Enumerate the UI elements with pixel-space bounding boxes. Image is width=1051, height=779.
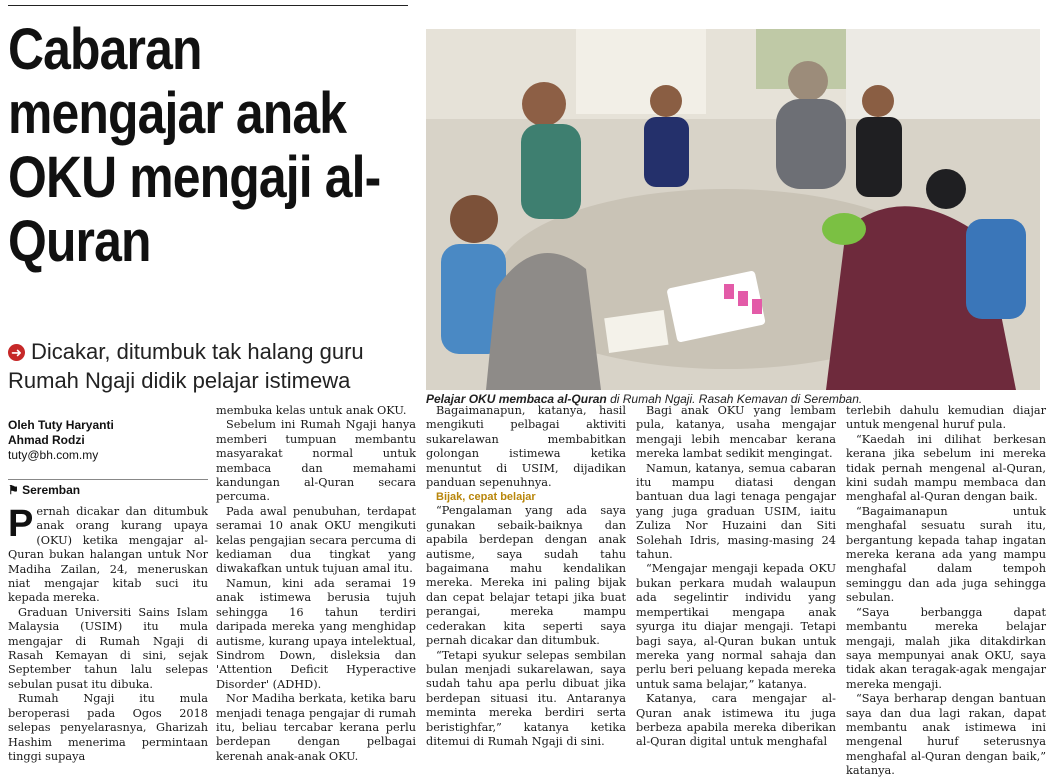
paragraph: Bagi anak OKU yang lembam pula, katanya, usaha mengajar mengaji lebih mencabar kerana mereka lambat sedikit mengingat. bbox=[636, 404, 836, 461]
paragraph: Graduan Universiti Sains Islam Malaysia (USIM) itu mula mengajar di Rumah Ngaji di Rasah Kemayan di sini, sejak September tahun lalu selepas sebulan pusat itu dibuka. bbox=[8, 605, 208, 691]
top-rule bbox=[8, 5, 408, 6]
paragraph: “Saya berharap dengan bantuan saya dan dua lagi rakan, dapat membantu anak istimewa ini mengenal huruf seterusnya menghafal al-Quran dengan baik,” katanya. bbox=[846, 692, 1046, 778]
paragraph: Rumah Ngaji itu mula beroperasi pada Ogos 2018 selepas penyelarasnya, Gharizah Hashim menerima permintaan tinggi supaya bbox=[8, 692, 208, 763]
drop-cap: P bbox=[8, 503, 34, 545]
photo-illustration bbox=[426, 29, 1040, 390]
caption-bold: Pelajar OKU membaca al-Quran bbox=[426, 392, 607, 406]
subhead: Bijak, cepat belajar bbox=[436, 491, 536, 504]
paragraph: terlebih dahulu kemudian diajar untuk mengenal huruf pula. bbox=[846, 404, 1046, 432]
paragraph: Namun, kini ada seramai 19 anak istimewa berusia tujuh sehingga 16 tahun terdiri daripada mereka yang menghidap autisme, kurang upaya intelektual, Sindrom Down, disleksia dan 'Attention Deficit Hyperactive Disorder' (ADHD). bbox=[216, 576, 416, 691]
paragraph: “Bagaimanapun untuk menghafal sesuatu surah itu, bergantung kepada tahap ingatan mereka kerana ada yang mampu menghafal dalam tempoh seminggu dan ada juga sehingga sebulan. bbox=[846, 504, 1046, 605]
arrow-right-icon: ➜ bbox=[8, 344, 25, 361]
paragraph: “Mengajar mengaji kepada OKU bukan perkara mudah walaupun ada segelintir individu yang mempertikai mengapa anak syurga itu diajar mengaji. Tetapi bagi saya, al-Quran bukan untuk mereka yang normal sahaja dan perlu beri peluang kepada mereka untuk sama belajar,” katanya. bbox=[636, 562, 836, 691]
paragraph: membuka kelas untuk anak OKU. bbox=[216, 404, 407, 417]
location-rule bbox=[8, 479, 208, 480]
dateline-text: Seremban bbox=[22, 483, 81, 497]
article-column-5 bbox=[846, 404, 1046, 779]
paragraph: “Saya berbangga dapat membantu mereka belajar mengaji, malah jika ditakdirkan saya mempunyai anak OKU, saya tidak akan teragak-agak mengajar mereka mengaji. bbox=[846, 605, 1046, 691]
paragraph: “Tetapi syukur selepas sembilan bulan menjadi sukarelawan, saya sudah tahu apa perlu dibuat jika berdepan situasi itu. Antaranya meminta mereka berdiri serta beristighfar,” katanya ketika ditemui di Rumah Ngaji di sini. bbox=[426, 648, 626, 748]
paragraph: Namun, katanya, semua cabaran itu mampu diatasi dengan bantuan dua lagi tenaga pengajar yang juga graduan USIM, iaitu Zuliza Nor Huzaini dan Siti Solehah Idris, masing-masing 24 tahun. bbox=[636, 461, 836, 562]
dateline bbox=[8, 483, 208, 497]
subheadline bbox=[8, 337, 428, 395]
paragraph: Sebelum ini Rumah Ngaji hanya memberi tumpuan membantu masyarakat normal untuk membaca dan memahami kandungan al-Quran secara percuma. bbox=[216, 418, 416, 504]
caption-rest: di Rumah Ngaji. Rasah Kemavan di Seremban. bbox=[606, 392, 863, 406]
paragraph: “Pengalaman yang ada saya gunakan sebaik-baiknya dan apabila berdepan dengan anak autisme, saya sudah tahu bagaimana mahu kendalikan mereka. Mereka ini paling bijak dan cepat belajar tetapi jika buat perangai, mereka mampu cederakan kita seperti saya pernah dicakar dan ditumbuk. bbox=[426, 504, 626, 648]
article-column-2 bbox=[216, 404, 416, 764]
paragraph: Bagaimanapun, katanya, hasil mengikuti pelbagai aktiviti sukarelawan membabitkan golongan istimewa ketika menuntut di USIM, dijadikan panduan sepenuhnya. bbox=[426, 404, 626, 490]
byline-email: tuty@bh.com.my bbox=[8, 448, 99, 462]
article-column-4 bbox=[636, 404, 836, 750]
article-column-3 bbox=[426, 404, 626, 749]
paragraph: ernah dicakar dan ditumbuk anak orang kurang upaya (OKU) ketika mengajar al-Quran bukan halangan untuk Nor Madiha Zailan, 24, meneruskan niat mengajar kitab suci itu kepada mereka. bbox=[8, 505, 208, 605]
headline: Cabaran mengajar anak OKU mengaji al-Quran bbox=[8, 17, 381, 274]
paragraph: “Kaedah ini dilihat berkesan kerana jika sebelum ini mereka tidak pernah mengenal al-Quran, kini sudah mampu membaca dan menghafal al-Quran dengan baik. bbox=[846, 432, 1046, 504]
flag-icon: ⚑ bbox=[8, 483, 19, 497]
subheadline-text: Dicakar, ditumbuk tak halang guru Rumah Ngaji didik pelajar istimewa bbox=[8, 339, 364, 393]
paragraph: Katanya, cara mengajar al-Quran anak istimewa itu juga berbeza apabila mereka diberikan al-Quran digital untuk menghafal bbox=[636, 692, 836, 749]
byline bbox=[8, 418, 208, 463]
paragraph: Pada awal penubuhan, terdapat seramai 10 anak OKU mengikuti kelas pengajian secara percuma di kediaman dua tingkat yang diwakafkan untuk tujuan amal itu. bbox=[216, 504, 416, 576]
article-photo bbox=[426, 29, 1040, 390]
byline-author-2: Ahmad Rodzi bbox=[8, 433, 85, 447]
paragraph: Nor Madiha berkata, ketika baru menjadi tenaga pengajar di rumah itu, beliau tercabar kerana perlu berdepan dengan pelbagai kerenah anak-anak OKU. bbox=[216, 692, 416, 763]
article-column-1 bbox=[8, 505, 208, 764]
byline-author: Oleh Tuty Haryanti bbox=[8, 418, 114, 432]
